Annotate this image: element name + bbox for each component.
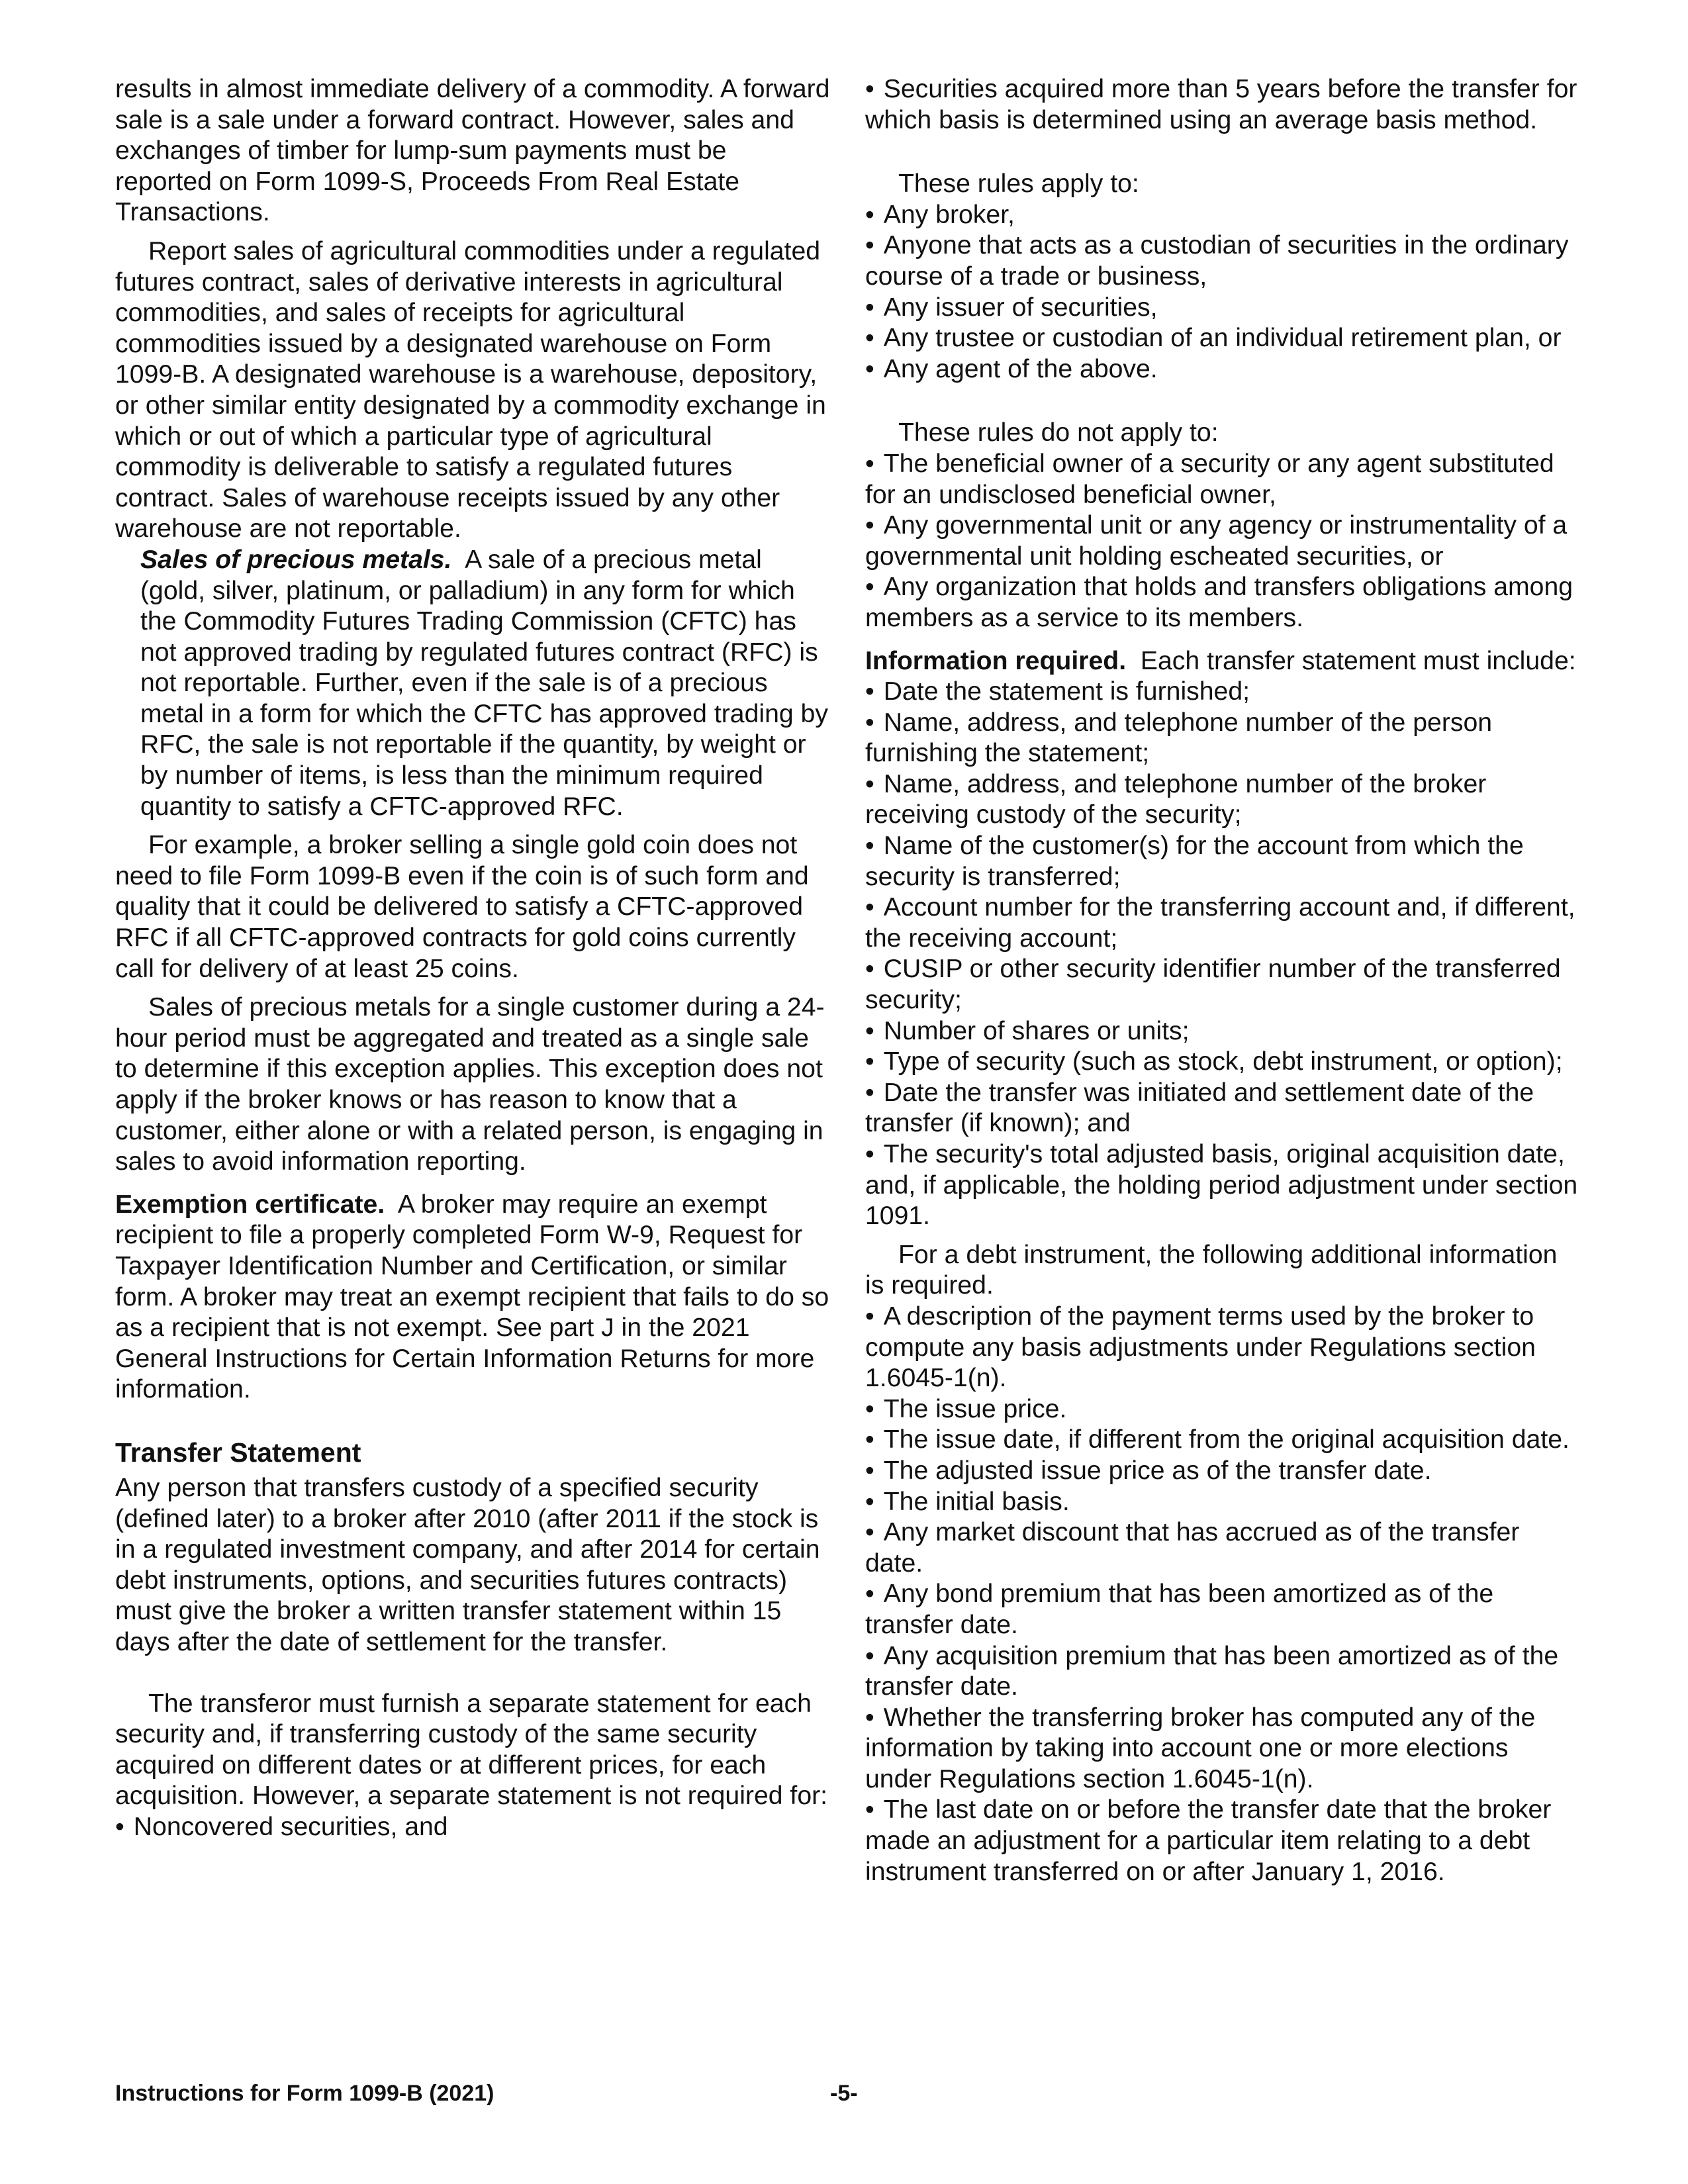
list-item: • Any acquisition premium that has been amortized as of the transfer date. bbox=[865, 1641, 1580, 1703]
list-item: • The initial basis. bbox=[865, 1487, 1580, 1518]
left-column bbox=[115, 74, 830, 1842]
list-item: • Any trustee or custodian of an individual retirement plan, or bbox=[865, 323, 1580, 354]
list-item: • Any agent of the above. bbox=[865, 354, 1580, 385]
list-item: • CUSIP or other security identifier number of the transferred security; bbox=[865, 954, 1580, 1016]
list-item: • Account number for the transferring account and, if different, the receiving account; bbox=[865, 892, 1580, 954]
paragraph: Any person that transfers custody of a specified security (defined later) to a broker after 2010 (after 2011 if the stock is in a regulated investment company, and after 2014 for certain debt instruments, options, and securities futures contracts) must give the broker a written transfer statement within 15 days after the date of settlement for the transfer. bbox=[115, 1473, 820, 1656]
list-item: • A description of the payment terms used by the broker to compute any basis adjustments under Regulations section 1.6045-1(n). bbox=[865, 1302, 1580, 1394]
list-item: • Name, address, and telephone number of the person furnishing the statement; bbox=[865, 708, 1580, 769]
list-item: • Any market discount that has accrued as of the transfer date. bbox=[865, 1517, 1580, 1579]
list-item: • Any governmental unit or any agency or instrumentality of a governmental unit holding escheated securities, or bbox=[865, 510, 1580, 572]
paragraph-text: Each transfer statement must include: bbox=[1140, 646, 1576, 675]
run-in-heading: Exemption certificate. bbox=[115, 1190, 385, 1219]
run-in-heading: Sales of precious metals. bbox=[140, 545, 452, 574]
bullet-list bbox=[865, 200, 1580, 385]
list-item: • The adjusted issue price as of the transfer date. bbox=[865, 1456, 1580, 1487]
right-column bbox=[865, 74, 1580, 1887]
paragraph-text: A sale of a precious metal (gold, silver, platinum, or palladium) in any form for which the Commodity Futures Trading Commission (CFTC) has not approved trading by regulated futures contract (RFC) is not reportable. Further, even if the sale is of a precious metal in a form for which the CFTC has approved trading by RFC, the sale is not reportable if the quantity, by weight or by number of items, is less than the minimum required quantity to satisfy a CFTC-approved RFC. bbox=[140, 545, 828, 821]
paragraph: Sales of precious metals for a single customer during a 24-hour period must be aggregated and treated as a single sale to determine if this exception applies. This exception does not apply if the broker knows or has reason to know that a customer, either alone or with a related person, is engaging in sales to avoid information reporting. bbox=[115, 993, 825, 1176]
list-item: • Name of the customer(s) for the account from which the security is transferred; bbox=[865, 831, 1580, 892]
list-item: • Any broker, bbox=[865, 200, 1580, 231]
paragraph-precious-metals bbox=[115, 545, 830, 822]
list-item: • Anyone that acts as a custodian of securities in the ordinary course of a trade or business, bbox=[865, 230, 1580, 292]
paragraph-exemption bbox=[115, 1190, 830, 1405]
paragraph-text: A broker may require an exempt recipient to file a properly completed Form W-9, Request for Taxpayer Identification Number and Certification, or similar form. A broker may treat an exempt recipient that fails to do so as a recipient that is not exempt. See part J in the 2021 General Instructions for Certain Information Returns for more information. bbox=[115, 1190, 829, 1404]
paragraph: The transferor must furnish a separate statement for each security and, if transferring custody of the same security acquired on different dates or at different prices, for each acquisition. However, a separate statement is not required for: bbox=[115, 1689, 828, 1811]
page-number: -5- bbox=[830, 2081, 858, 2106]
list-item: • Any bond premium that has been amortized as of the transfer date. bbox=[865, 1579, 1580, 1640]
bullet-list bbox=[865, 74, 1580, 136]
list-item: • The security's total adjusted basis, original acquisition date, and, if applicable, the holding period adjustment under section 1091. bbox=[865, 1139, 1580, 1232]
list-item: • Any issuer of securities, bbox=[865, 293, 1580, 324]
paragraph: results in almost immediate delivery of a commodity. A forward sale is a sale under a forward contract. However, sales and exchanges of timber for lump-sum payments must be reported on Form 1099-S, Proceeds From Real Estate Transactions. bbox=[115, 75, 830, 227]
list-item: • Name, address, and telephone number of the broker receiving custody of the security; bbox=[865, 769, 1580, 831]
section-heading: Transfer Statement bbox=[115, 1437, 361, 1468]
list-item: • Any organization that holds and transfers obligations among members as a service to its members. bbox=[865, 572, 1580, 634]
paragraph: For example, a broker selling a single gold coin does not need to file Form 1099-B even if the coin is of such form and quality that it could be delivered to satisfy a CFTC-approved RFC if all CFTC-approved contracts for gold coins currently call for delivery of at least 25 coins. bbox=[115, 831, 809, 983]
paragraph: These rules apply to: bbox=[898, 169, 1139, 199]
footer-title: Instructions for Form 1099-B (2021) bbox=[115, 2081, 494, 2106]
list-item: • Securities acquired more than 5 years before the transfer for which basis is determined using an average basis method. bbox=[865, 74, 1580, 136]
bullet-list bbox=[865, 677, 1580, 1232]
list-item: • The issue date, if different from the original acquisition date. bbox=[865, 1425, 1580, 1456]
bullet-list bbox=[115, 1812, 830, 1843]
list-item: • The last date on or before the transfer date that the broker made an adjustment for a particular item relating to a debt instrument transferred on or after January 1, 2016. bbox=[865, 1795, 1580, 1887]
bullet-list bbox=[865, 1302, 1580, 1887]
list-item: • Noncovered securities, and bbox=[115, 1812, 830, 1843]
list-item: • The issue price. bbox=[865, 1394, 1580, 1425]
list-item: • Date the transfer was initiated and settlement date of the transfer (if known); and bbox=[865, 1078, 1580, 1139]
list-item: • The beneficial owner of a security or any agent substituted for an undisclosed beneficial owner, bbox=[865, 449, 1580, 510]
bullet-list bbox=[865, 449, 1580, 634]
list-item: • Number of shares or units; bbox=[865, 1016, 1580, 1047]
list-item: • Whether the transferring broker has computed any of the information by taking into account one or more elections under Regulations section 1.6045-1(n). bbox=[865, 1703, 1580, 1795]
paragraph: For a debt instrument, the following additional information is required. bbox=[865, 1240, 1558, 1300]
list-item: • Type of security (such as stock, debt instrument, or option); bbox=[865, 1047, 1580, 1078]
paragraph-info-required bbox=[865, 646, 1580, 677]
paragraph: Report sales of agricultural commodities under a regulated futures contract, sales of derivative interests in agricultural commodities, and sales of receipts for agricultural commodities issued by a designated warehouse on Form 1099-B. A designated warehouse is a warehouse, depository, or other similar entity designated by a commodity exchange in which or out of which a particular type of agricultural commodity is deliverable to satisfy a regulated futures contract. Sales of warehouse receipts issued by any other warehouse are not reportable. bbox=[115, 236, 826, 544]
list-item: • Date the statement is furnished; bbox=[865, 677, 1580, 708]
run-in-heading: Information required. bbox=[865, 646, 1127, 675]
paragraph: These rules do not apply to: bbox=[898, 418, 1219, 448]
